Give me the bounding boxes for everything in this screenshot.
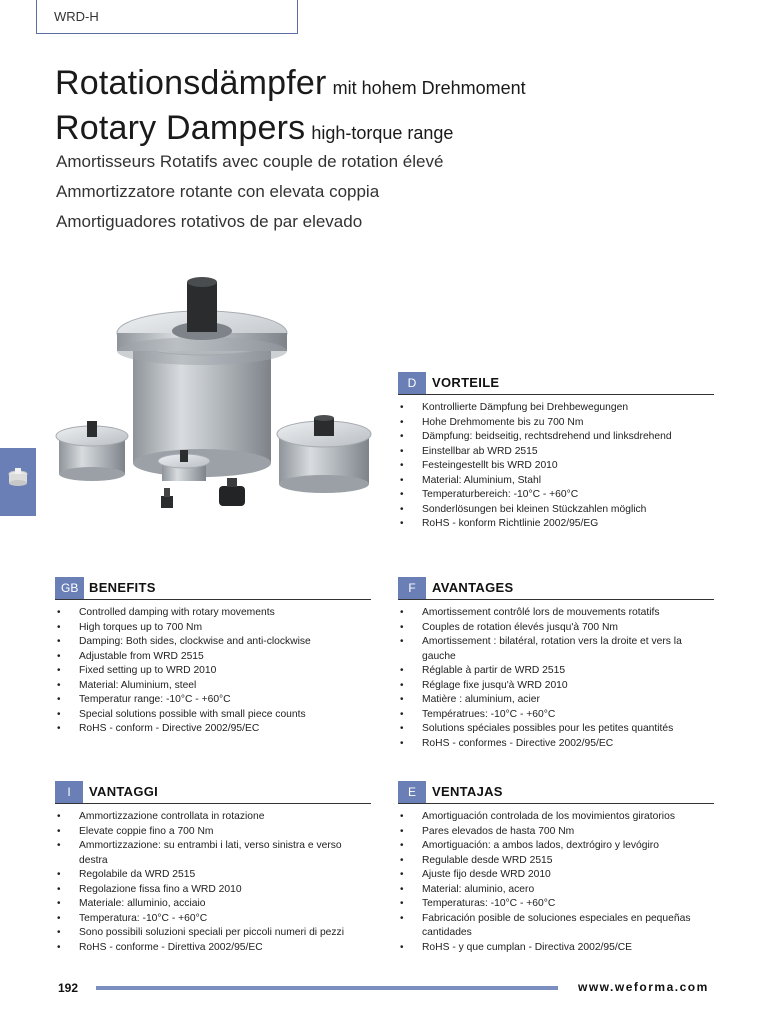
language-code-badge: F (398, 577, 426, 599)
list-item: • Dämpfung: beidseitig, rechtsdrehend und linksdrehend (398, 430, 714, 445)
list-item: • Kontrollierte Dämpfung bei Drehbewegungen (398, 401, 714, 416)
section-header (398, 372, 714, 395)
section-title: VANTAGGI (89, 784, 159, 799)
list-item: • Couples de rotation élevés jusqu'à 700 Nm (398, 621, 714, 636)
benefit-list (55, 810, 371, 955)
list-item: • Regulable desde WRD 2515 (398, 854, 714, 869)
title-en-sub: high-torque range (311, 123, 454, 143)
list-item: • Material: Aluminium, steel (55, 679, 371, 694)
list-item: • Réglage fixe jusqu'à WRD 2010 (398, 679, 714, 694)
list-item: • Temperatura: -10°C - +60°C (55, 912, 371, 927)
benefit-list (398, 401, 714, 532)
benefit-list (398, 810, 714, 955)
list-item: • Amortissement : bilatéral, rotation vers la droite et vers la gauche (398, 635, 714, 664)
section-ventajas (398, 781, 714, 955)
section-vorteile (398, 372, 714, 532)
list-item: • Regolabile da WRD 2515 (55, 868, 371, 883)
list-item: • Material: Aluminium, Stahl (398, 474, 714, 489)
section-header (55, 577, 371, 600)
list-item: • Regolazione fissa fino a WRD 2010 (55, 883, 371, 898)
title-en-main: Rotary Dampers (55, 109, 306, 147)
language-code-badge: E (398, 781, 426, 803)
page-number: 192 (58, 981, 79, 995)
list-item: • Fabricación posible de soluciones especiales en pequeñas cantidades (398, 912, 714, 941)
header-tab (0, 0, 300, 34)
section-title: AVANTAGES (432, 580, 514, 595)
footer-rule (96, 986, 558, 990)
small-damper-left (56, 421, 128, 481)
section-title: VORTEILE (432, 375, 500, 390)
medium-damper-right (277, 415, 371, 493)
language-code-badge: I (55, 781, 83, 803)
language-code-badge: D (398, 372, 426, 394)
list-item: • Damping: Both sides, clockwise and anti-clockwise (55, 635, 371, 650)
list-item: • Sono possibili soluzioni speciali per piccoli numeri di pezzi (55, 926, 371, 941)
list-item: • Elevate coppie fino a 700 Nm (55, 825, 371, 840)
list-item: • RoHS - conforme - Direttiva 2002/95/EC (55, 941, 371, 956)
list-item: • Temperaturbereich: -10°C - +60°C (398, 488, 714, 503)
category-side-tab[interactable] (0, 448, 36, 516)
list-item: • Ammortizzazione controllata in rotazione (55, 810, 371, 825)
list-item: • Fixed setting up to WRD 2010 (55, 664, 371, 679)
title-de-sub: mit hohem Drehmoment (332, 78, 526, 98)
list-item: • Adjustable from WRD 2515 (55, 650, 371, 665)
section-title: VENTAJAS (432, 784, 503, 799)
benefit-list (55, 606, 371, 737)
list-item: • RoHS - y que cumplan - Directiva 2002/95/CE (398, 941, 714, 956)
list-item: • Solutions spéciales possibles pour les petites quantités (398, 722, 714, 737)
title-de (55, 64, 526, 103)
language-code-badge: GB (55, 577, 84, 599)
list-item: • Matière : aluminium, acier (398, 693, 714, 708)
list-item: • RoHS - conform - Directive 2002/95/EC (55, 722, 371, 737)
title-de-main: Rotationsdämpfer (55, 64, 327, 102)
subtitle-it: Ammortizzatore rotante con elevata coppia (56, 182, 380, 201)
large-damper (117, 277, 287, 477)
list-item: • RoHS - konform Richtlinie 2002/95/EG (398, 517, 714, 532)
subtitle-es: Amortiguadores rotativos de par elevado (56, 212, 363, 231)
section-header (398, 781, 714, 804)
list-item: • Controlled damping with rotary movements (55, 606, 371, 621)
section-vantaggi (55, 781, 371, 955)
list-item: • Ajuste fijo desde WRD 2010 (398, 868, 714, 883)
list-item: • Amortiguación: a ambos lados, dextrógiro y levógiro (398, 839, 714, 854)
list-item: • Ammortizzazione: su entrambi i lati, verso sinistra e verso destra (55, 839, 371, 868)
list-item: • Material: aluminio, acero (398, 883, 714, 898)
section-benefits (55, 577, 371, 737)
section-avantages (398, 577, 714, 751)
list-item: • Sonderlösungen bei kleinen Stückzahlen möglich (398, 503, 714, 518)
tiny-damper-1 (161, 488, 173, 508)
list-item: • High torques up to 700 Nm (55, 621, 371, 636)
list-item: • RoHS - conformes - Directive 2002/95/EC (398, 737, 714, 752)
list-item: • Temperatur range: -10°C - +60°C (55, 693, 371, 708)
list-item: • Réglable à partir de WRD 2515 (398, 664, 714, 679)
section-title: BENEFITS (89, 580, 156, 595)
list-item: • Temperaturas: -10°C - +60°C (398, 897, 714, 912)
list-item: • Températrues: -10°C - +60°C (398, 708, 714, 723)
title-en (55, 109, 453, 148)
list-item: • Amortissement contrôlé lors de mouvements rotatifs (398, 606, 714, 621)
benefit-list (398, 606, 714, 751)
product-photo (55, 256, 375, 526)
list-item: • Amortiguación controlada de los movimientos giratorios (398, 810, 714, 825)
product-code: WRD-H (54, 9, 99, 24)
damper-category-icon (6, 466, 30, 490)
section-header (55, 781, 371, 804)
list-item: • Einstellbar ab WRD 2515 (398, 445, 714, 460)
section-header (398, 577, 714, 600)
list-item: • Pares elevados de hasta 700 Nm (398, 825, 714, 840)
list-item: • Hohe Drehmomente bis zu 700 Nm (398, 416, 714, 431)
tiny-damper-2 (219, 478, 245, 506)
list-item: • Special solutions possible with small piece counts (55, 708, 371, 723)
list-item: • Materiale: alluminio, acciaio (55, 897, 371, 912)
subtitle-fr: Amortisseurs Rotatifs avec couple de rotation élevé (56, 152, 444, 171)
list-item: • Festeingestellt bis WRD 2010 (398, 459, 714, 474)
website-link[interactable]: www.weforma.com (578, 980, 709, 994)
